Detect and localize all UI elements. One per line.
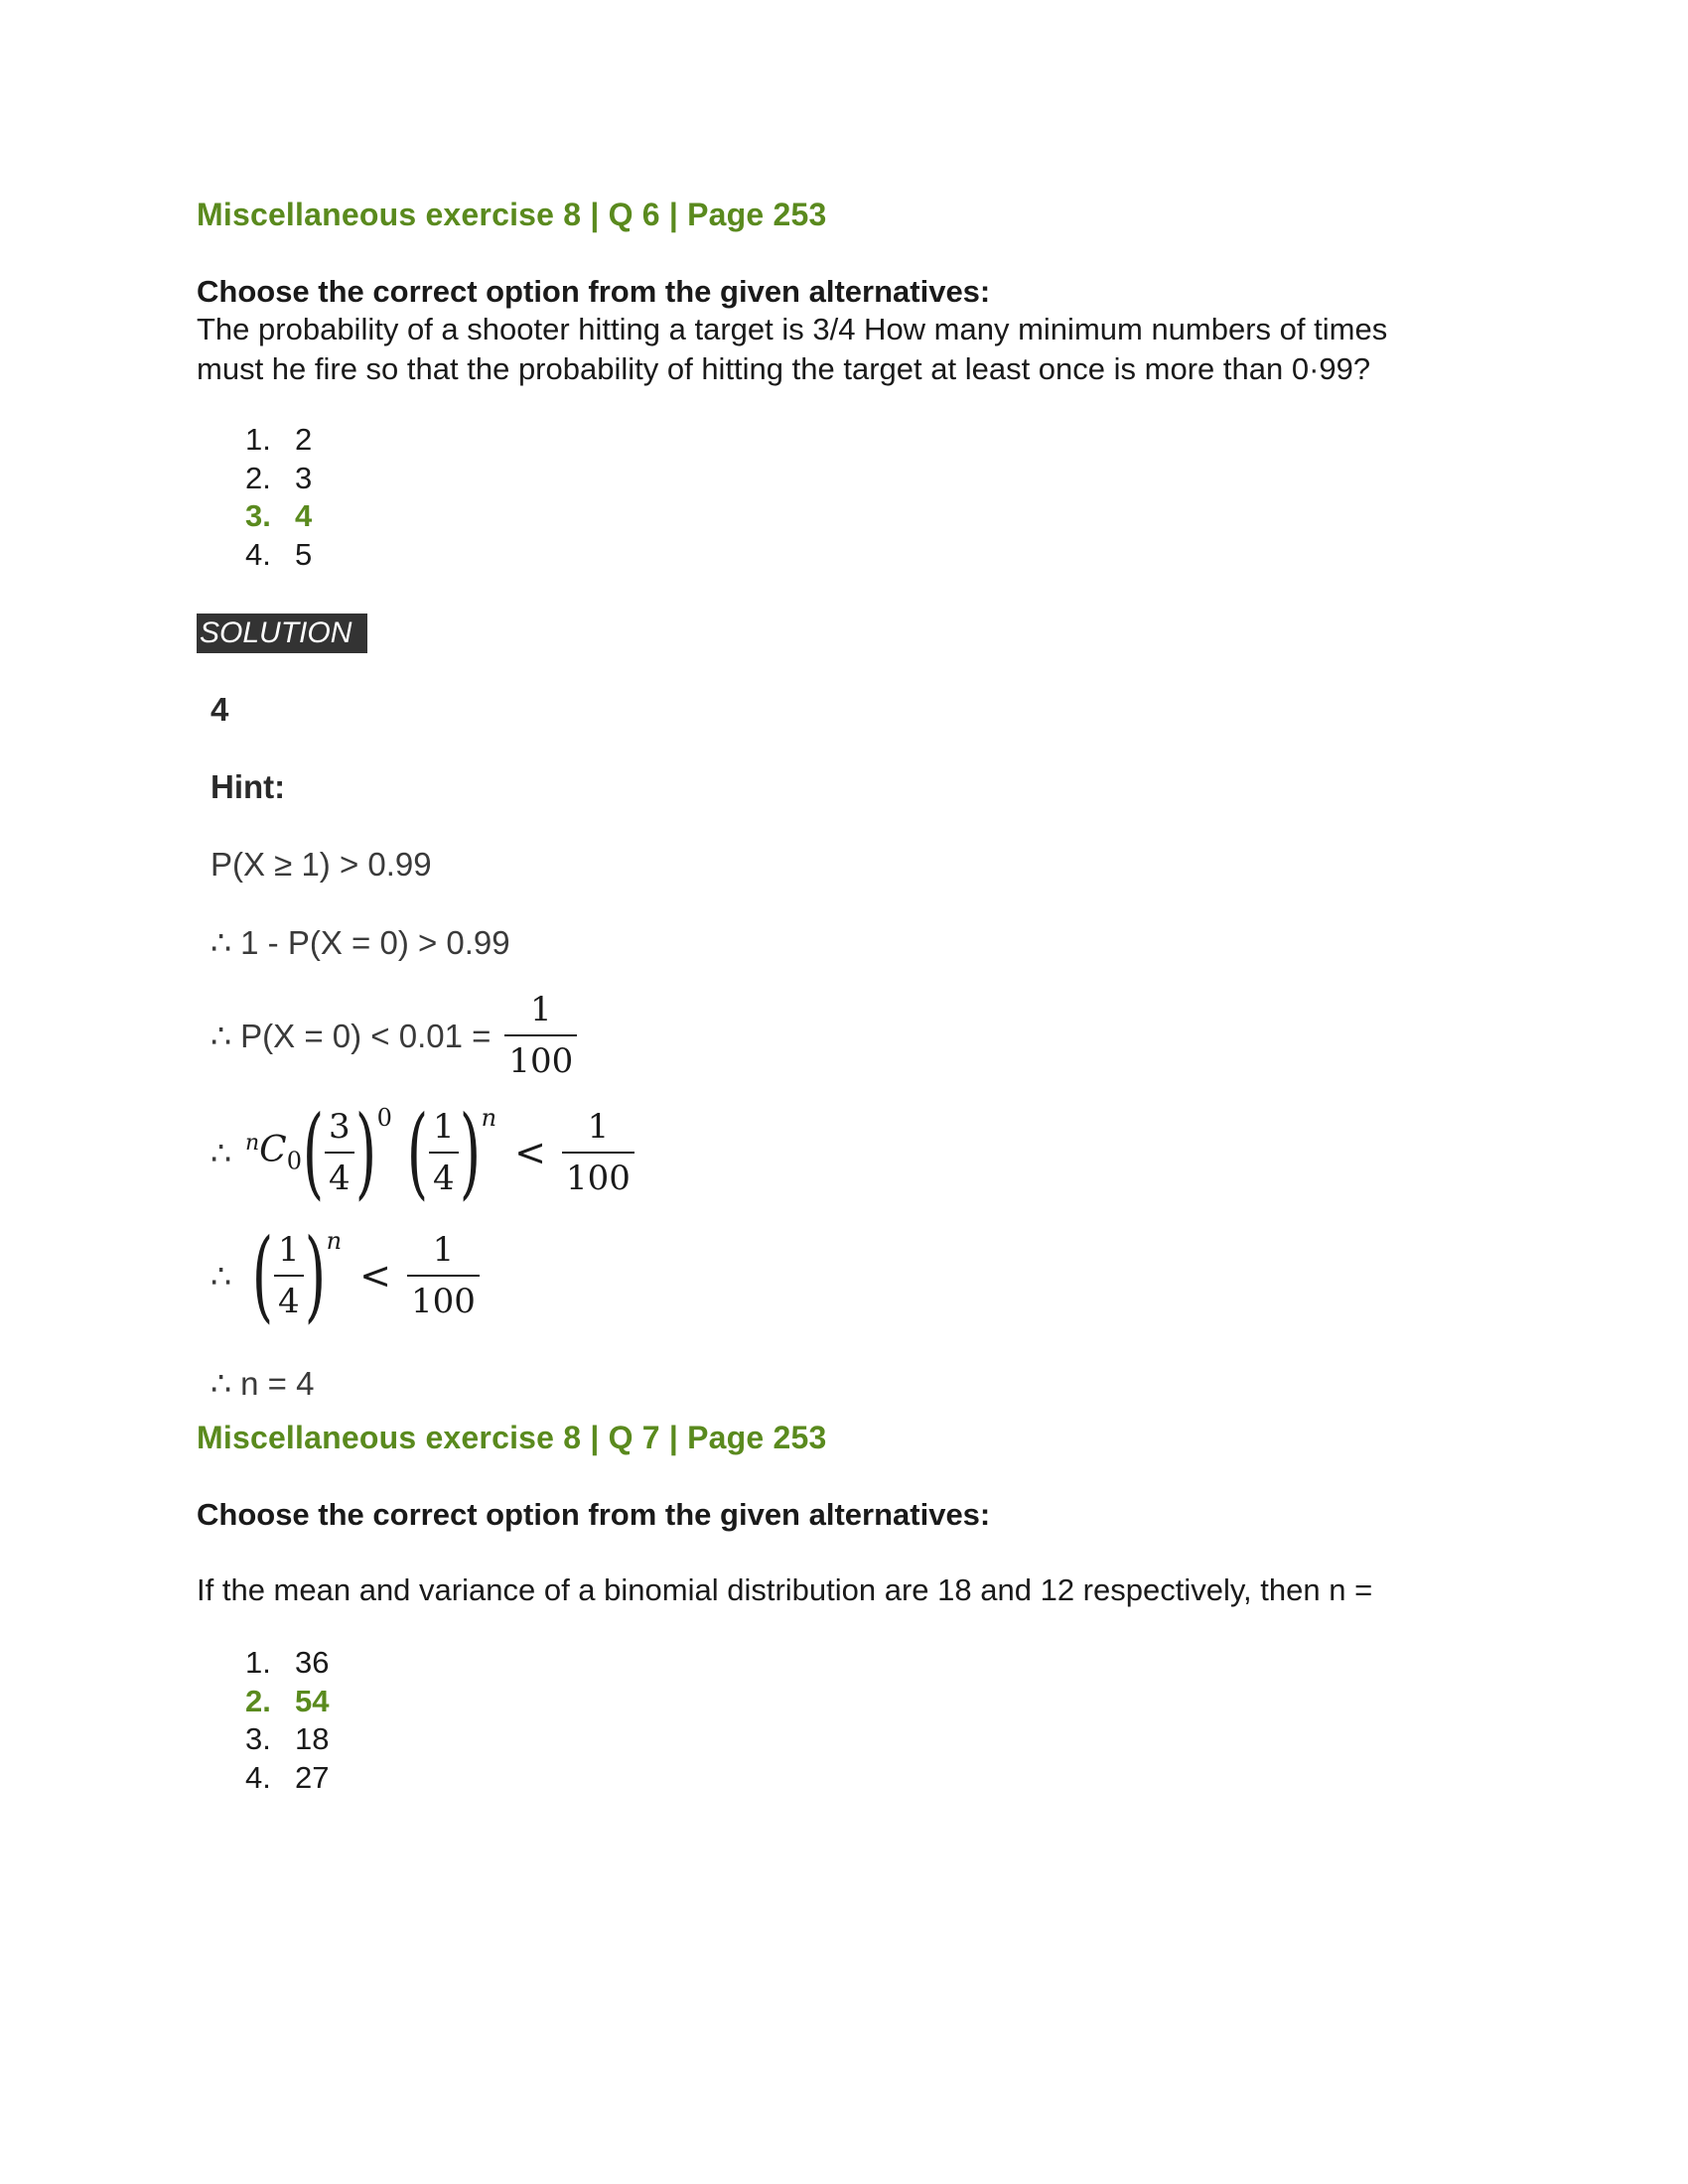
fraction-denominator: 100 — [508, 1041, 574, 1081]
q7-question — [197, 1570, 1507, 1610]
option-text: 4 — [295, 498, 313, 533]
solution-answer: 4 — [211, 691, 229, 728]
fraction-3-over-4 — [325, 1102, 354, 1203]
fraction-numerator: 1 — [562, 1102, 634, 1154]
option-text: 18 — [295, 1721, 330, 1756]
hint-label: Hint: — [211, 768, 286, 805]
q6-options-list — [245, 421, 312, 574]
fraction-numerator: 1 — [504, 985, 577, 1036]
q6-option-4[interactable] — [245, 536, 312, 575]
hint-step-4 — [211, 1094, 634, 1210]
option-number: 3. — [245, 1721, 271, 1756]
option-text: 27 — [295, 1759, 330, 1795]
hint-step-3 — [211, 985, 577, 1086]
hint-step-6: ∴ n = 4 — [211, 1365, 315, 1402]
fraction-numerator: 1 — [407, 1225, 480, 1277]
left-paren: ( — [302, 1094, 325, 1210]
fraction-denominator: 4 — [329, 1159, 351, 1198]
fraction-1-over-4 — [274, 1225, 304, 1326]
option-text: 2 — [295, 422, 313, 457]
option-number: 3. — [245, 498, 271, 533]
q7-option-1[interactable] — [245, 1644, 329, 1683]
fraction-1-over-100 — [407, 1225, 480, 1326]
less-than-symbol: < — [359, 1254, 391, 1297]
exponent-n: n — [326, 1227, 343, 1255]
q7-options-list — [245, 1644, 329, 1797]
less-than-symbol: < — [514, 1131, 546, 1174]
q6-option-2[interactable] — [245, 460, 312, 498]
hint-step-2: ∴ 1 - P(X = 0) > 0.99 — [211, 924, 510, 961]
hint-step-5 — [211, 1217, 480, 1333]
q6-heading: Miscellaneous exercise 8 | Q 6 | Page 253 — [197, 197, 827, 232]
fraction-numerator: 1 — [429, 1102, 459, 1154]
fraction-numerator: 3 — [325, 1102, 354, 1154]
q6-option-3-correct[interactable] — [245, 497, 312, 536]
option-number: 1. — [245, 1645, 271, 1680]
option-text: 3 — [295, 460, 313, 495]
q7-option-2-correct[interactable] — [245, 1683, 329, 1721]
q6-question-line-1: The probability of a shooter hitting a target is 3/4 How many minimum numbers of times — [197, 312, 1388, 346]
option-number: 4. — [245, 536, 271, 572]
fraction-denominator: 100 — [565, 1159, 631, 1198]
combination-expression — [245, 1130, 302, 1175]
exponent-n: n — [481, 1104, 497, 1132]
q7-instruction: Choose the correct option from the given alternatives: — [197, 1497, 991, 1532]
q7-question-text: If the mean and variance of a binomial distribution are 18 and 12 respectively, then n = — [197, 1572, 1373, 1607]
right-paren: ) — [459, 1094, 481, 1210]
option-text: 54 — [295, 1683, 330, 1718]
q6-instruction: Choose the correct option from the given alternatives: — [197, 274, 991, 309]
fraction-1-over-100 — [504, 985, 577, 1086]
step-3-text: ∴ P(X = 0) < 0.01 = — [211, 1017, 492, 1054]
therefore-symbol: ∴ — [211, 1257, 231, 1295]
option-text: 5 — [295, 536, 313, 572]
q7-heading: Miscellaneous exercise 8 | Q 7 | Page 253 — [197, 1420, 827, 1455]
option-number: 4. — [245, 1759, 271, 1795]
left-paren: ( — [251, 1217, 274, 1333]
fraction-1-over-4 — [429, 1102, 459, 1203]
option-number: 2. — [245, 1683, 271, 1718]
fraction-numerator: 1 — [274, 1225, 304, 1277]
solution-badge[interactable]: SOLUTION — [197, 614, 367, 653]
fraction-denominator: 4 — [432, 1159, 455, 1198]
fraction-1-over-100 — [562, 1102, 634, 1203]
combination-subscript: 0 — [286, 1147, 302, 1175]
q7-option-4[interactable] — [245, 1759, 329, 1798]
right-paren: ) — [354, 1094, 376, 1210]
hint-step-1: P(X ≥ 1) > 0.99 — [211, 846, 432, 883]
option-number: 2. — [245, 460, 271, 495]
combination-n: n — [245, 1131, 260, 1157]
left-paren: ( — [406, 1094, 429, 1210]
option-number: 1. — [245, 422, 271, 457]
right-paren: ) — [304, 1217, 326, 1333]
combination-c: C — [259, 1130, 287, 1171]
exponent-0: 0 — [376, 1104, 392, 1132]
q6-option-1[interactable] — [245, 421, 312, 460]
option-text: 36 — [295, 1645, 330, 1680]
q6-question — [197, 310, 1507, 389]
q6-question-line-2: must he fire so that the probability of hitting the target at least once is more than 0·99? — [197, 351, 1371, 386]
fraction-denominator: 100 — [410, 1282, 476, 1321]
therefore-symbol: ∴ — [211, 1134, 231, 1171]
fraction-denominator: 4 — [278, 1282, 300, 1321]
q7-option-3[interactable] — [245, 1720, 329, 1759]
